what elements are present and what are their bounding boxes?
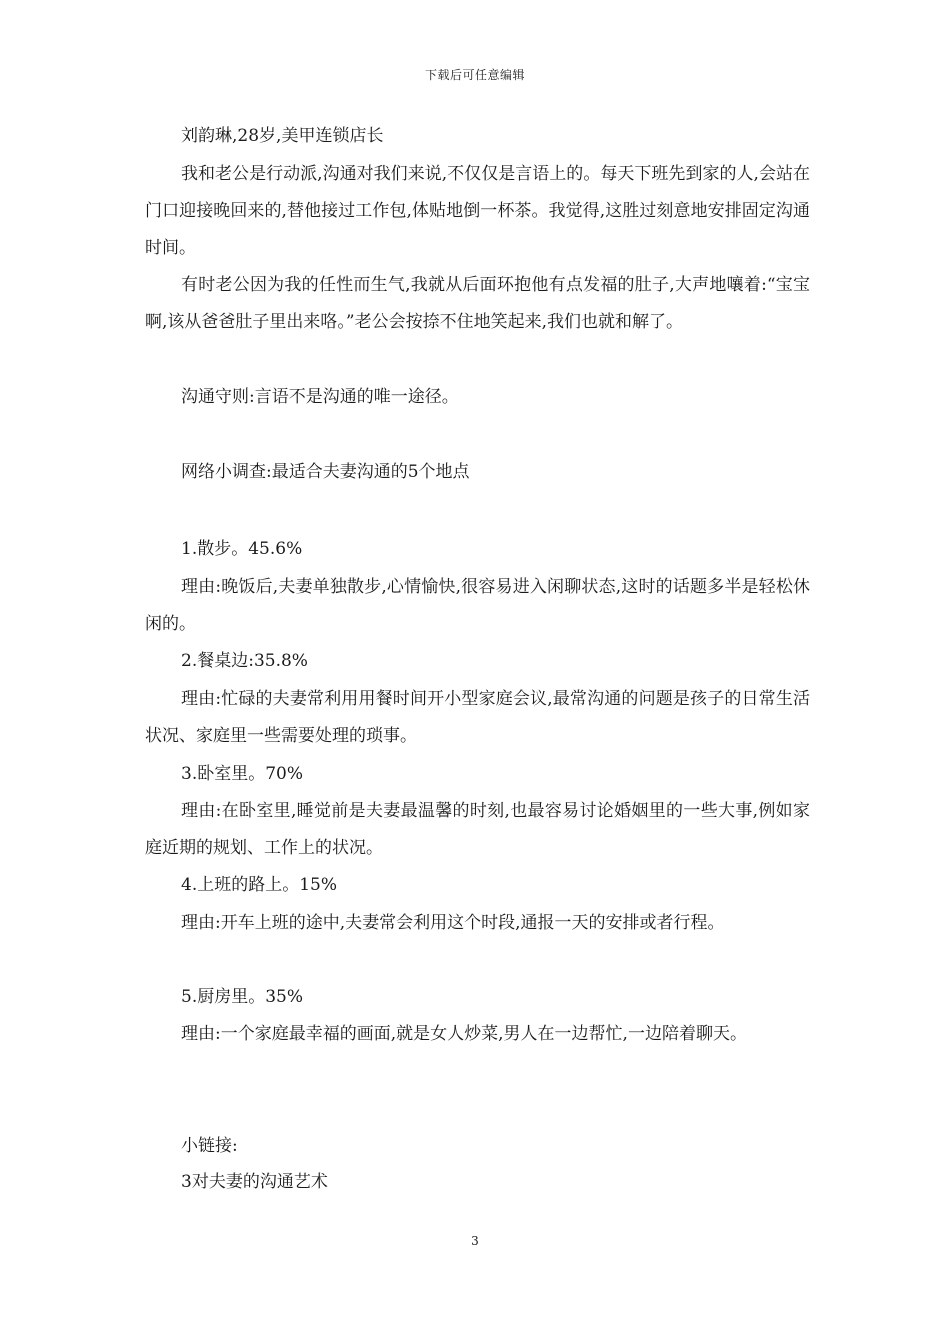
link-label: 小链接: — [181, 1136, 238, 1156]
paragraph-daily-routine: 我和老公是行动派,沟通对我们来说,不仅仅是言语上的。每天下班先到家的人,会站在门口迎接晚回来的,替他接过工作包,体贴地倒一杯茶。我觉得,这胜过刻意地安排固定沟通时间。 — [145, 164, 810, 258]
link-title: 3对夫妻的沟通艺术 — [181, 1172, 328, 1192]
survey-item-2: 2.餐桌边:35.8% — [181, 651, 308, 671]
page-header: 下载后可任意编辑 — [424, 68, 525, 82]
survey-reason-1: 理由:晚饭后,夫妻单独散步,心情愉快,很容易进入闲聊状态,这时的话题多半是轻松休闲的。 — [145, 577, 810, 634]
survey-item-5: 5.厨房里。35% — [181, 987, 304, 1007]
communication-rule: 沟通守则:言语不是沟通的唯一途径。 — [181, 387, 459, 407]
survey-reason-4: 理由:开车上班的途中,夫妻常会利用这个时段,通报一天的安排或者行程。 — [181, 913, 725, 933]
survey-item-3: 3.卧室里。70% — [181, 764, 304, 784]
survey-item-4: 4.上班的路上。15% — [181, 875, 338, 895]
survey-reason-3: 理由:在卧室里,睡觉前是夫妻最温馨的时刻,也最容易讨论婚姻里的一些大事,例如家庭近期的规划、工作上的状况。 — [145, 801, 810, 858]
survey-reason-5: 理由:一个家庭最幸福的画面,就是女人炒菜,男人在一边帮忙,一边陪着聊天。 — [181, 1024, 747, 1044]
profile-line: 刘韵琳,28岁,美甲连锁店长 — [181, 126, 384, 146]
survey-item-1: 1.散步。45.6% — [181, 539, 303, 559]
survey-reason-2: 理由:忙碌的夫妻常利用用餐时间开小型家庭会议,最常沟通的问题是孩子的日常生活状况、家庭里一些需要处理的琐事。 — [145, 689, 810, 746]
survey-title: 网络小调查:最适合夫妻沟通的5个地点 — [181, 462, 470, 482]
paragraph-reconcile: 有时老公因为我的任性而生气,我就从后面环抱他有点发福的肚子,大声地嚷着:“宝宝啊,该从爸爸肚子里出来咯。”老公会按捺不住地笑起来,我们也就和解了。 — [145, 275, 810, 332]
page-number: 3 — [471, 1234, 479, 1248]
